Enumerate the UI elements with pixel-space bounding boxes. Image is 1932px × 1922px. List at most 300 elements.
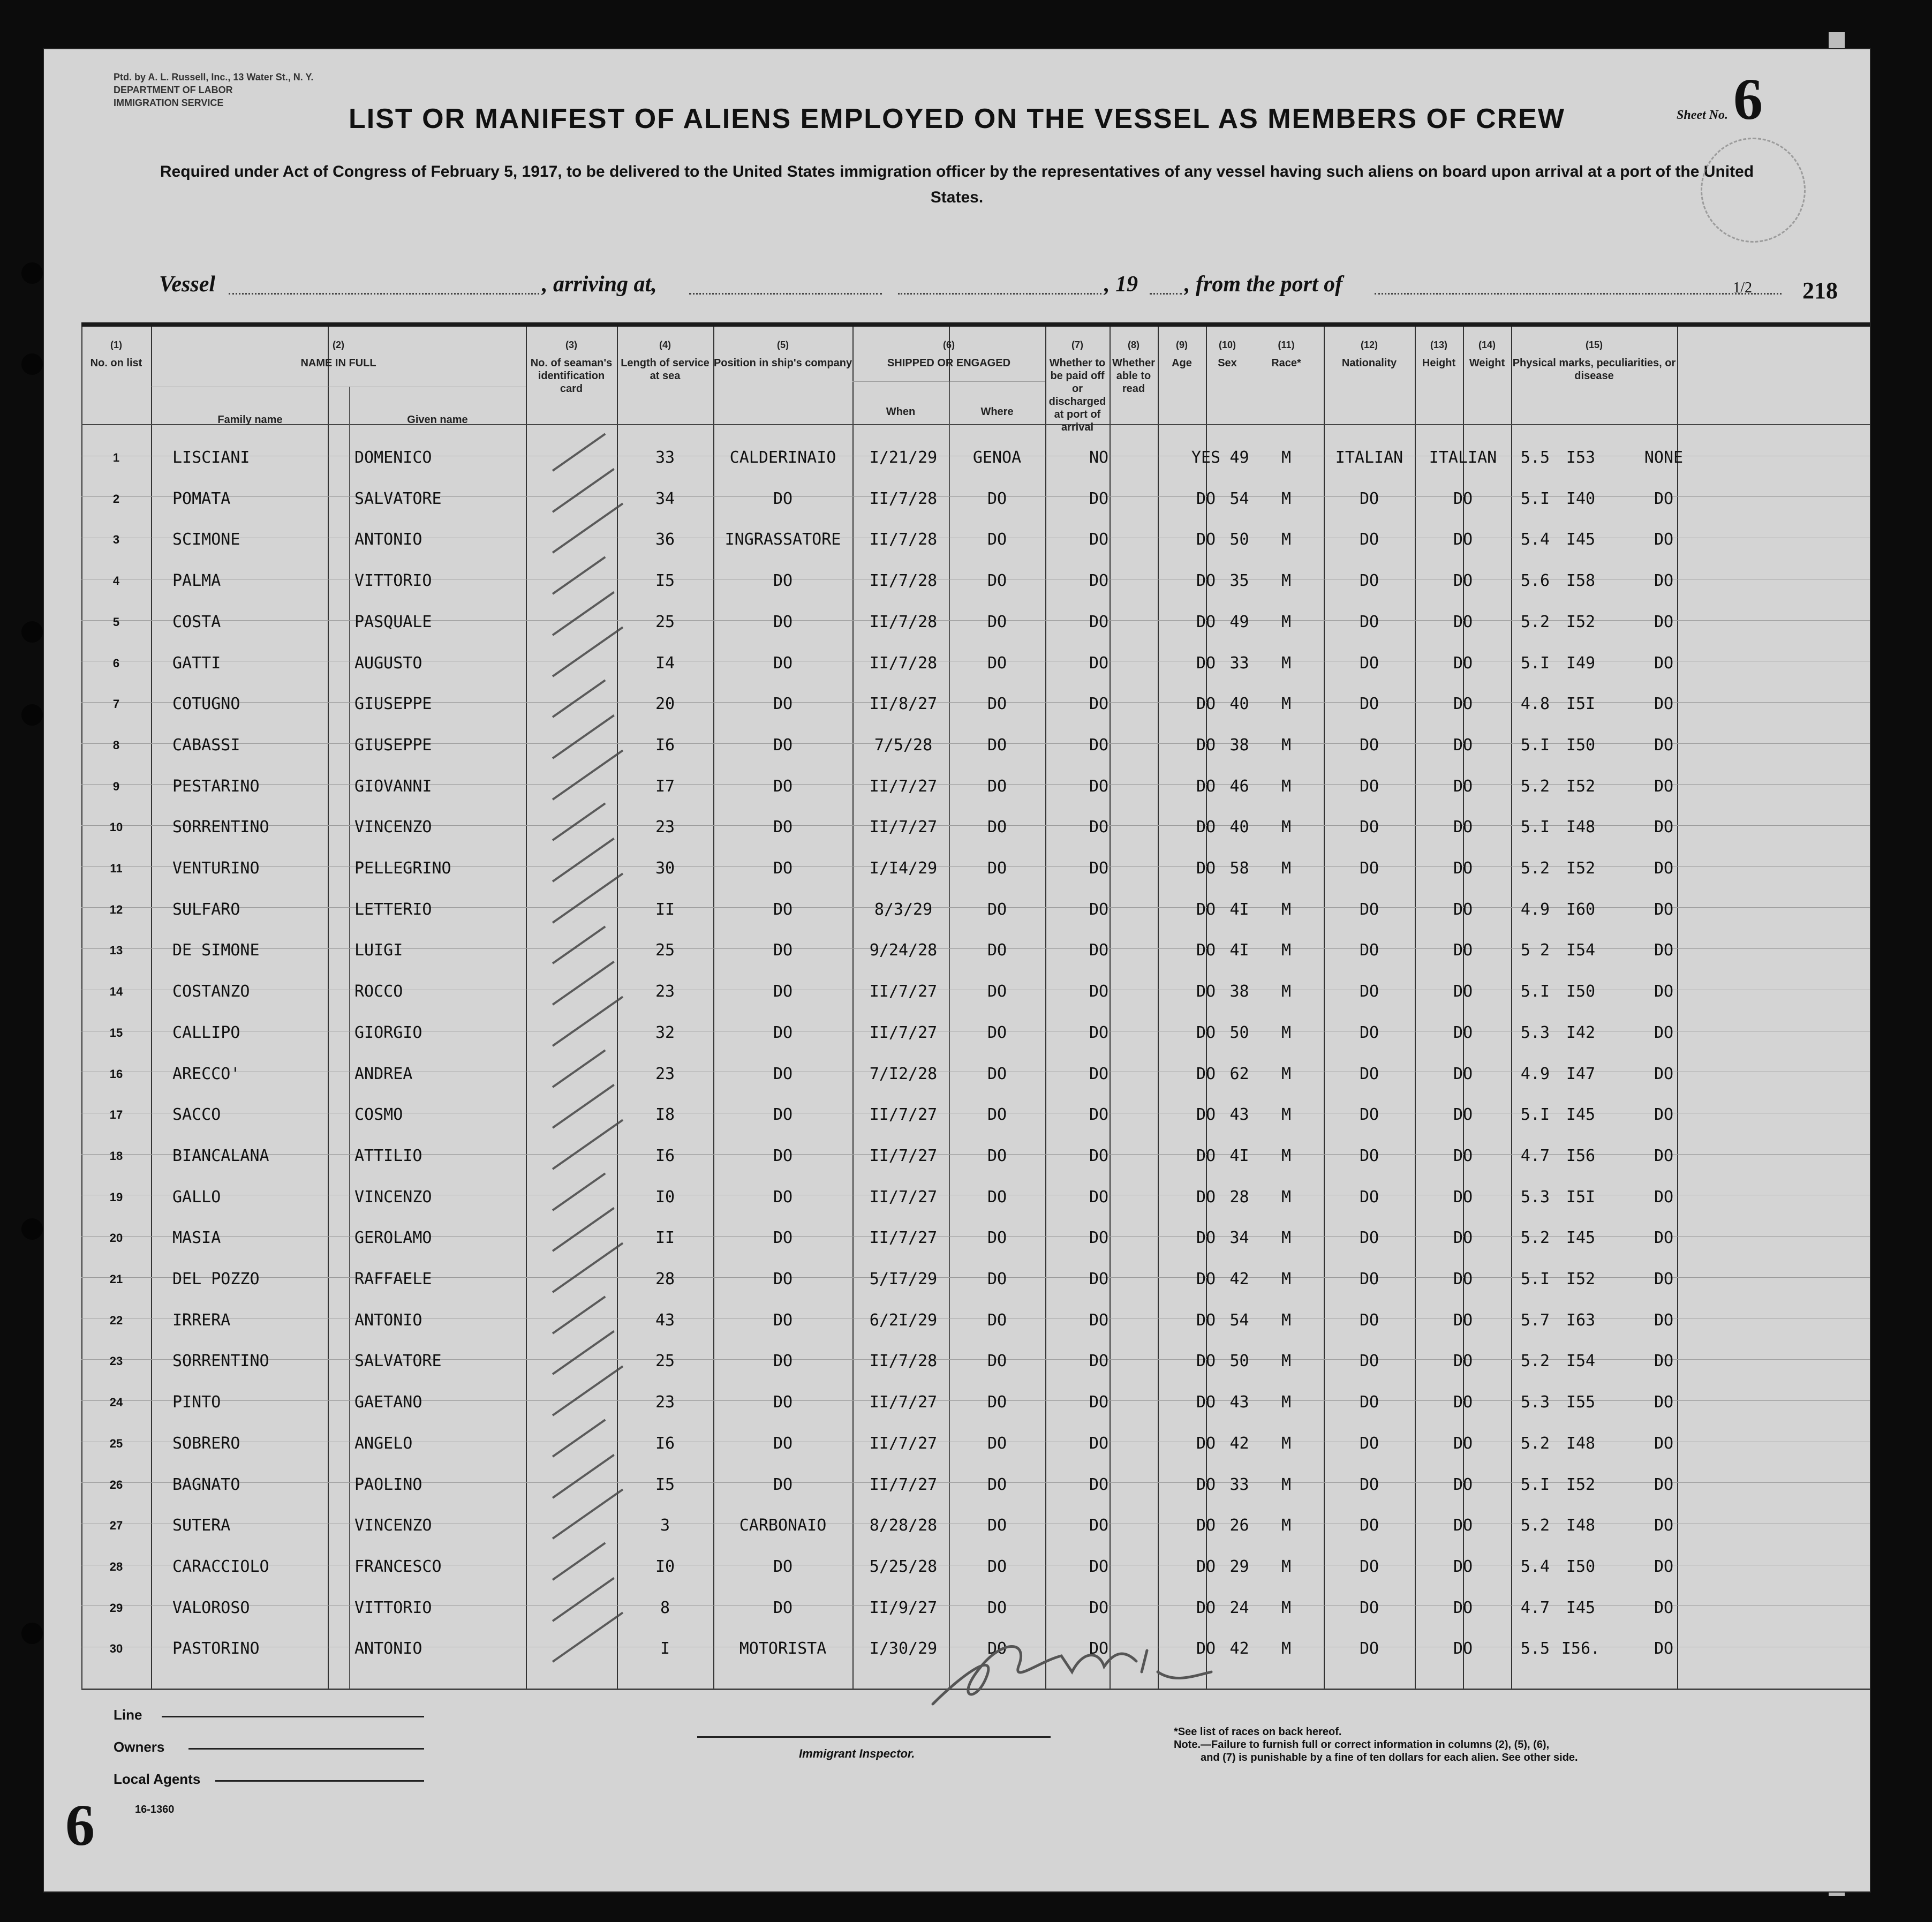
- cell-where: DO: [987, 1639, 1007, 1659]
- cell-nationality: DO: [1453, 695, 1473, 714]
- cell-age: 40: [1229, 695, 1249, 714]
- cell-family: IRRERA: [172, 1310, 231, 1330]
- cell-when: II/7/28: [869, 1352, 938, 1371]
- cell-weight: I63: [1566, 1310, 1596, 1330]
- id-card-checkmark: [552, 1207, 615, 1252]
- cell-race: DO: [1359, 653, 1379, 673]
- cell-paid: DO: [1089, 1146, 1109, 1165]
- cell-when: II/7/27: [869, 1393, 938, 1412]
- cell-service: 23: [655, 818, 675, 837]
- column-number: (3): [565, 340, 577, 350]
- cell-marks: DO: [1654, 859, 1674, 878]
- cell-family: ARECCO': [172, 1064, 240, 1083]
- cell-read: DO: [1196, 1639, 1216, 1659]
- row-number: 30: [109, 1642, 123, 1656]
- cell-sex: M: [1281, 1557, 1292, 1576]
- cell-family: PINTO: [172, 1393, 221, 1412]
- cell-where: DO: [987, 735, 1007, 755]
- cell-read: DO: [1196, 1598, 1216, 1617]
- cell-family: VALOROSO: [172, 1598, 250, 1617]
- cell-marks: DO: [1654, 530, 1674, 549]
- cell-weight: I48: [1566, 818, 1596, 837]
- cell-family: VENTURINO: [172, 859, 260, 878]
- cell-service: 43: [655, 1310, 675, 1330]
- id-card-checkmark: [552, 961, 615, 1006]
- cell-position: DO: [773, 859, 793, 878]
- cell-family: PASTORINO: [172, 1639, 260, 1659]
- cell-sex: M: [1281, 1516, 1292, 1535]
- column-rule: [526, 327, 527, 1689]
- cell-given: ANGELO: [354, 1434, 413, 1453]
- cell-service: 30: [655, 859, 675, 878]
- cell-paid: DO: [1089, 735, 1109, 755]
- cell-height: 4.9: [1520, 900, 1550, 919]
- cell-age: 24: [1229, 1598, 1249, 1617]
- cell-age: 29: [1229, 1557, 1249, 1576]
- cell-given: ROCCO: [354, 982, 403, 1001]
- column-number: (15): [1585, 340, 1603, 350]
- cell-marks: NONE: [1644, 448, 1684, 467]
- row-number: 21: [109, 1272, 123, 1286]
- column-header-13: [1415, 338, 1463, 370]
- cell-race: DO: [1359, 1105, 1379, 1125]
- id-card-checkmark: [552, 1542, 606, 1580]
- form-code: 16-1360: [135, 1804, 175, 1815]
- cell-race: DO: [1359, 571, 1379, 591]
- cell-paid: DO: [1089, 1598, 1109, 1617]
- cell-service: II: [655, 900, 675, 919]
- cell-nationality: DO: [1453, 1434, 1473, 1453]
- cell-marks: DO: [1654, 1187, 1674, 1207]
- cell-when: II/7/27: [869, 1187, 938, 1207]
- column-number: (10): [1218, 340, 1236, 350]
- column-label: Whether to be paid off or discharged at port of arrival: [1048, 357, 1106, 433]
- cell-height: 5.I: [1520, 1270, 1550, 1288]
- cell-marks: DO: [1654, 1639, 1674, 1659]
- cell-service: 32: [655, 1023, 675, 1042]
- cell-race: DO: [1359, 1639, 1379, 1659]
- cell-position: DO: [773, 1393, 793, 1412]
- cell-age: 54: [1229, 489, 1249, 508]
- cell-service: 25: [655, 1352, 675, 1371]
- id-card-checkmark: [552, 680, 606, 718]
- cell-weight: I60: [1566, 900, 1596, 919]
- cell-weight: I45: [1566, 1228, 1596, 1248]
- cell-where: DO: [987, 695, 1007, 714]
- cell-where: DO: [987, 1105, 1007, 1125]
- cell-nationality: DO: [1453, 571, 1473, 591]
- row-number: 22: [109, 1313, 123, 1327]
- cell-given: GIUSEPPE: [354, 695, 432, 714]
- row-number: 17: [109, 1108, 123, 1122]
- cell-paid: DO: [1089, 571, 1109, 591]
- cell-nationality: DO: [1453, 1598, 1473, 1617]
- cell-nationality: DO: [1453, 1393, 1473, 1412]
- cell-weight: I54: [1566, 941, 1596, 960]
- cell-where: DO: [987, 1434, 1007, 1453]
- cell-paid: DO: [1089, 530, 1109, 549]
- id-card-checkmark: [552, 591, 615, 636]
- cell-sex: M: [1281, 1146, 1292, 1165]
- cell-height: 5.I: [1520, 735, 1550, 755]
- id-card-checkmark: [552, 1330, 615, 1375]
- cell-family: COSTANZO: [172, 982, 250, 1001]
- column-header-8: [1110, 338, 1158, 395]
- cell-given: VITTORIO: [354, 1598, 432, 1617]
- column-rule: [852, 327, 854, 1689]
- cell-service: II: [655, 1228, 675, 1248]
- cell-sex: M: [1281, 1228, 1292, 1248]
- cell-when: II/7/28: [869, 653, 938, 673]
- cell-height: 4.9: [1520, 1064, 1550, 1083]
- cell-nationality: DO: [1453, 1270, 1473, 1288]
- row-number: 28: [109, 1559, 123, 1573]
- cell-position: DO: [773, 1023, 793, 1042]
- id-card-checkmark: [552, 803, 606, 841]
- row-number: 14: [109, 985, 123, 999]
- vessel-label: Vessel: [159, 272, 215, 297]
- cell-given: RAFFAELE: [354, 1270, 432, 1288]
- cell-service: 20: [655, 695, 675, 714]
- cell-given: VINCENZO: [354, 1187, 432, 1207]
- cell-height: 5 2: [1520, 941, 1550, 960]
- cell-paid: DO: [1089, 1023, 1109, 1042]
- cell-weight: I45: [1566, 1598, 1596, 1617]
- cell-age: 62: [1229, 1064, 1249, 1083]
- cell-position: DO: [773, 489, 793, 508]
- column-number: (13): [1430, 340, 1447, 350]
- cell-nationality: DO: [1453, 1516, 1473, 1535]
- cell-height: 5.7: [1520, 1310, 1550, 1330]
- cell-read: DO: [1196, 777, 1216, 796]
- cell-age: 28: [1229, 1187, 1249, 1207]
- cell-paid: DO: [1089, 1105, 1109, 1125]
- cell-paid: DO: [1089, 1516, 1109, 1535]
- cell-when: 8/28/28: [869, 1516, 938, 1535]
- cell-race: DO: [1359, 489, 1379, 508]
- cell-given: PAOLINO: [354, 1475, 422, 1494]
- cell-given: PASQUALE: [354, 612, 432, 631]
- cell-read: DO: [1196, 1516, 1216, 1535]
- cell-age: 58: [1229, 859, 1249, 878]
- cell-nationality: DO: [1453, 1187, 1473, 1207]
- cell-sex: M: [1281, 818, 1292, 837]
- cell-position: DO: [773, 1352, 793, 1371]
- cell-weight: I42: [1566, 1023, 1596, 1042]
- id-card-checkmark: [552, 1084, 615, 1129]
- cell-sex: M: [1281, 1310, 1292, 1330]
- cell-height: 5.2: [1520, 612, 1550, 631]
- cell-nationality: DO: [1453, 777, 1473, 796]
- cell-height: 5.I: [1520, 982, 1550, 1001]
- cell-given: ANTONIO: [354, 1310, 422, 1330]
- cell-race: DO: [1359, 612, 1379, 631]
- column-label: Weight: [1469, 357, 1505, 369]
- cell-sex: M: [1281, 653, 1292, 673]
- manifest-sheet: [43, 48, 1871, 1893]
- arriving-label: , arriving at,: [542, 272, 657, 297]
- cell-read: DO: [1196, 1557, 1216, 1576]
- cell-position: DO: [773, 1475, 793, 1494]
- cell-nationality: DO: [1453, 530, 1473, 549]
- row-number: 23: [109, 1354, 123, 1368]
- cell-age: 42: [1229, 1270, 1249, 1288]
- cell-where: DO: [987, 612, 1007, 631]
- cell-paid: DO: [1089, 1352, 1109, 1371]
- cell-sex: M: [1281, 735, 1292, 755]
- cell-given: AUGUSTO: [354, 653, 422, 673]
- id-card-checkmark: [552, 872, 623, 923]
- cell-race: DO: [1359, 1557, 1379, 1576]
- cell-age: 46: [1229, 777, 1249, 796]
- cell-where: DO: [987, 1187, 1007, 1207]
- cell-given: COSMO: [354, 1105, 403, 1125]
- id-card-checkmark: [552, 749, 623, 800]
- cell-family: BAGNATO: [172, 1475, 240, 1494]
- cell-paid: DO: [1089, 612, 1109, 631]
- column-header-10: [1206, 338, 1249, 370]
- cell-sex: M: [1281, 1598, 1292, 1617]
- cell-service: I4: [655, 653, 675, 673]
- column-number: (14): [1478, 340, 1496, 350]
- cell-where: DO: [987, 1270, 1007, 1288]
- cell-sex: M: [1281, 1023, 1292, 1042]
- owners-label: Owners: [114, 1739, 165, 1755]
- cell-weight: I52: [1566, 859, 1596, 878]
- corner-number: 6: [65, 1792, 95, 1858]
- cell-marks: DO: [1654, 1352, 1674, 1371]
- cell-family: LISCIANI: [172, 448, 250, 467]
- cell-weight: I45: [1566, 530, 1596, 549]
- cell-given: LUIGI: [354, 941, 403, 960]
- cell-weight: I50: [1566, 982, 1596, 1001]
- cell-height: 5.3: [1520, 1187, 1550, 1207]
- cell-sex: M: [1281, 448, 1292, 467]
- cell-race: DO: [1359, 695, 1379, 714]
- cell-height: 5.2: [1520, 1228, 1550, 1248]
- cell-paid: DO: [1089, 900, 1109, 919]
- column-header-3: [526, 338, 617, 395]
- cell-race: DO: [1359, 1270, 1379, 1288]
- cell-marks: DO: [1654, 818, 1674, 837]
- cell-marks: DO: [1654, 982, 1674, 1001]
- cell-when: 7/I2/28: [869, 1064, 938, 1083]
- cell-given: GIUSEPPE: [354, 735, 432, 755]
- cell-sex: M: [1281, 1639, 1292, 1659]
- cell-marks: DO: [1654, 1434, 1674, 1453]
- cell-marks: DO: [1654, 571, 1674, 591]
- row-number: 25: [109, 1436, 123, 1450]
- cell-position: DO: [773, 735, 793, 755]
- cell-paid: DO: [1089, 1270, 1109, 1288]
- column-number: (6): [943, 340, 955, 350]
- column-label: NAME IN FULL: [300, 357, 376, 369]
- cell-race: DO: [1359, 859, 1379, 878]
- binder-hole: [21, 704, 43, 726]
- cell-nationality: DO: [1453, 818, 1473, 837]
- cell-read: DO: [1196, 1187, 1216, 1207]
- cell-family: DE SIMONE: [172, 941, 260, 960]
- cell-race: DO: [1359, 1434, 1379, 1453]
- cell-when: 5/25/28: [869, 1557, 938, 1576]
- cell-race: DO: [1359, 1352, 1379, 1371]
- cell-race: DO: [1359, 735, 1379, 755]
- row-number: 1: [112, 451, 120, 464]
- cell-height: 5.I: [1520, 1475, 1550, 1494]
- row-number: 5: [112, 615, 120, 629]
- cell-when: II/7/28: [869, 571, 938, 591]
- cell-service: I7: [655, 777, 675, 796]
- column-number: (7): [1071, 340, 1083, 350]
- cell-when: 5/I7/29: [869, 1270, 938, 1288]
- cell-marks: DO: [1654, 1228, 1674, 1248]
- row-number: 12: [109, 902, 123, 916]
- cell-race: DO: [1359, 982, 1379, 1001]
- cell-age: 34: [1229, 1228, 1249, 1248]
- column-label: Physical marks, peculiarities, or disease: [1512, 357, 1676, 382]
- id-card-checkmark: [552, 1612, 623, 1663]
- cell-marks: DO: [1654, 941, 1674, 960]
- cell-position: DO: [773, 571, 793, 591]
- cell-position: DO: [773, 1270, 793, 1288]
- column-label: SHIPPED OR ENGAGED: [887, 357, 1011, 369]
- cell-service: 3: [660, 1516, 670, 1535]
- cell-paid: DO: [1089, 1434, 1109, 1453]
- id-card-checkmark: [552, 433, 606, 472]
- cell-height: 5.2: [1520, 1516, 1550, 1535]
- cell-nationality: DO: [1453, 982, 1473, 1001]
- cell-sex: M: [1281, 695, 1292, 714]
- id-card-checkmark: [552, 1119, 623, 1170]
- cell-read: DO: [1196, 1352, 1216, 1371]
- cell-family: CABASSI: [172, 735, 240, 755]
- cell-age: 50: [1229, 1352, 1249, 1371]
- column-header-4: [617, 338, 713, 382]
- cell-nationality: DO: [1453, 1064, 1473, 1083]
- cell-where: DO: [987, 1516, 1007, 1535]
- column-label: No. on list: [90, 357, 142, 369]
- from-port-label: , from the port of: [1184, 272, 1343, 297]
- cell-nationality: DO: [1453, 1146, 1473, 1165]
- cell-race: DO: [1359, 818, 1379, 837]
- cell-sex: M: [1281, 1270, 1292, 1288]
- document-title: LIST OR MANIFEST OF ALIENS EMPLOYED ON THE VESSEL AS MEMBERS OF CREW: [349, 103, 1565, 134]
- id-card-checkmark: [552, 1366, 623, 1416]
- cell-nationality: DO: [1453, 941, 1473, 960]
- column-header-9: [1158, 338, 1206, 370]
- cell-weight: I55: [1566, 1393, 1596, 1412]
- cell-height: 5.5: [1520, 448, 1550, 467]
- cell-where: DO: [987, 1064, 1007, 1083]
- cell-service: I8: [655, 1105, 675, 1125]
- cell-position: MOTORISTA: [739, 1639, 827, 1659]
- row-number: 20: [109, 1231, 123, 1245]
- column-label: Age: [1172, 357, 1192, 369]
- id-card-checkmark: [552, 468, 615, 513]
- cell-position: DO: [773, 1557, 793, 1576]
- cell-read: DO: [1196, 1434, 1216, 1453]
- cell-paid: DO: [1089, 941, 1109, 960]
- inspector-signature: [922, 1618, 1243, 1725]
- cell-race: DO: [1359, 1310, 1379, 1330]
- cell-service: I5: [655, 571, 675, 591]
- cell-race: DO: [1359, 1146, 1379, 1165]
- table-top-rule: [81, 322, 1870, 327]
- cell-service: I6: [655, 1434, 675, 1453]
- cell-read: DO: [1196, 1023, 1216, 1042]
- page-number: 218: [1802, 277, 1838, 304]
- cell-marks: DO: [1654, 900, 1674, 919]
- cell-position: DO: [773, 1434, 793, 1453]
- cell-nationality: DO: [1453, 489, 1473, 508]
- cell-age: 4I: [1229, 1146, 1249, 1165]
- cell-family: SULFARO: [172, 900, 240, 919]
- column-label: Race*: [1271, 357, 1301, 369]
- binder-hole: [21, 262, 43, 284]
- cell-age: 38: [1229, 982, 1249, 1001]
- cell-age: 4I: [1229, 900, 1249, 919]
- column-header-1: [81, 338, 151, 370]
- cell-height: 5.3: [1520, 1393, 1550, 1412]
- row-number: 6: [112, 656, 120, 670]
- column-header-15: [1511, 338, 1677, 382]
- cell-marks: DO: [1654, 1557, 1674, 1576]
- cell-read: DO: [1196, 612, 1216, 631]
- cell-age: 49: [1229, 612, 1249, 631]
- cell-nationality: DO: [1453, 1639, 1473, 1659]
- cell-service: 25: [655, 612, 675, 631]
- cell-age: 43: [1229, 1393, 1249, 1412]
- column-number: (1): [110, 340, 122, 350]
- cell-service: I0: [655, 1557, 675, 1576]
- cell-height: 5.I: [1520, 653, 1550, 673]
- cell-race: DO: [1359, 1064, 1379, 1083]
- cell-when: II/7/27: [869, 1228, 938, 1248]
- fraction-mark: 1/2: [1733, 280, 1752, 296]
- cell-height: 5.I: [1520, 818, 1550, 837]
- cell-when: I/30/29: [869, 1639, 938, 1659]
- cell-family: DEL POZZO: [172, 1270, 260, 1288]
- cell-given: GIORGIO: [354, 1023, 422, 1042]
- cell-height: 4.7: [1520, 1146, 1550, 1165]
- cell-position: DO: [773, 818, 793, 837]
- cell-family: CALLIPO: [172, 1023, 240, 1042]
- cell-position: DO: [773, 982, 793, 1001]
- cell-nationality: DO: [1453, 1475, 1473, 1494]
- cell-position: CALDERINAIO: [729, 448, 836, 467]
- cell-service: 28: [655, 1270, 675, 1288]
- binder-hole: [21, 621, 43, 643]
- cell-sex: M: [1281, 1475, 1292, 1494]
- cell-age: 50: [1229, 1023, 1249, 1042]
- cell-read: DO: [1196, 653, 1216, 673]
- document-subtitle: Required under Act of Congress of February 5, 1917, to be delivered to the United States immigration officer by the representatives of any vessel having such aliens on board upon arrival at a port of the United States.: [160, 163, 1754, 206]
- cell-marks: DO: [1654, 653, 1674, 673]
- column-subheader: Family name: [217, 414, 283, 426]
- cell-weight: I54: [1566, 1352, 1596, 1371]
- cell-sex: M: [1281, 900, 1292, 919]
- cell-service: 33: [655, 448, 675, 467]
- footnote: *See list of races on back hereof. Note.—Failure to furnish full or correct information in columns (2), (5), (6), and (7) is punishable by a fine of ten dollars for each alien. See other side.: [1174, 1726, 1578, 1763]
- cell-nationality: DO: [1453, 1310, 1473, 1330]
- cell-weight: I5I: [1566, 695, 1596, 714]
- year-label: , 19: [1104, 272, 1138, 297]
- cell-marks: DO: [1654, 1475, 1674, 1494]
- cell-service: 23: [655, 1393, 675, 1412]
- cell-where: DO: [987, 982, 1007, 1001]
- cell-where: DO: [987, 489, 1007, 508]
- column-label: Sex: [1218, 357, 1237, 369]
